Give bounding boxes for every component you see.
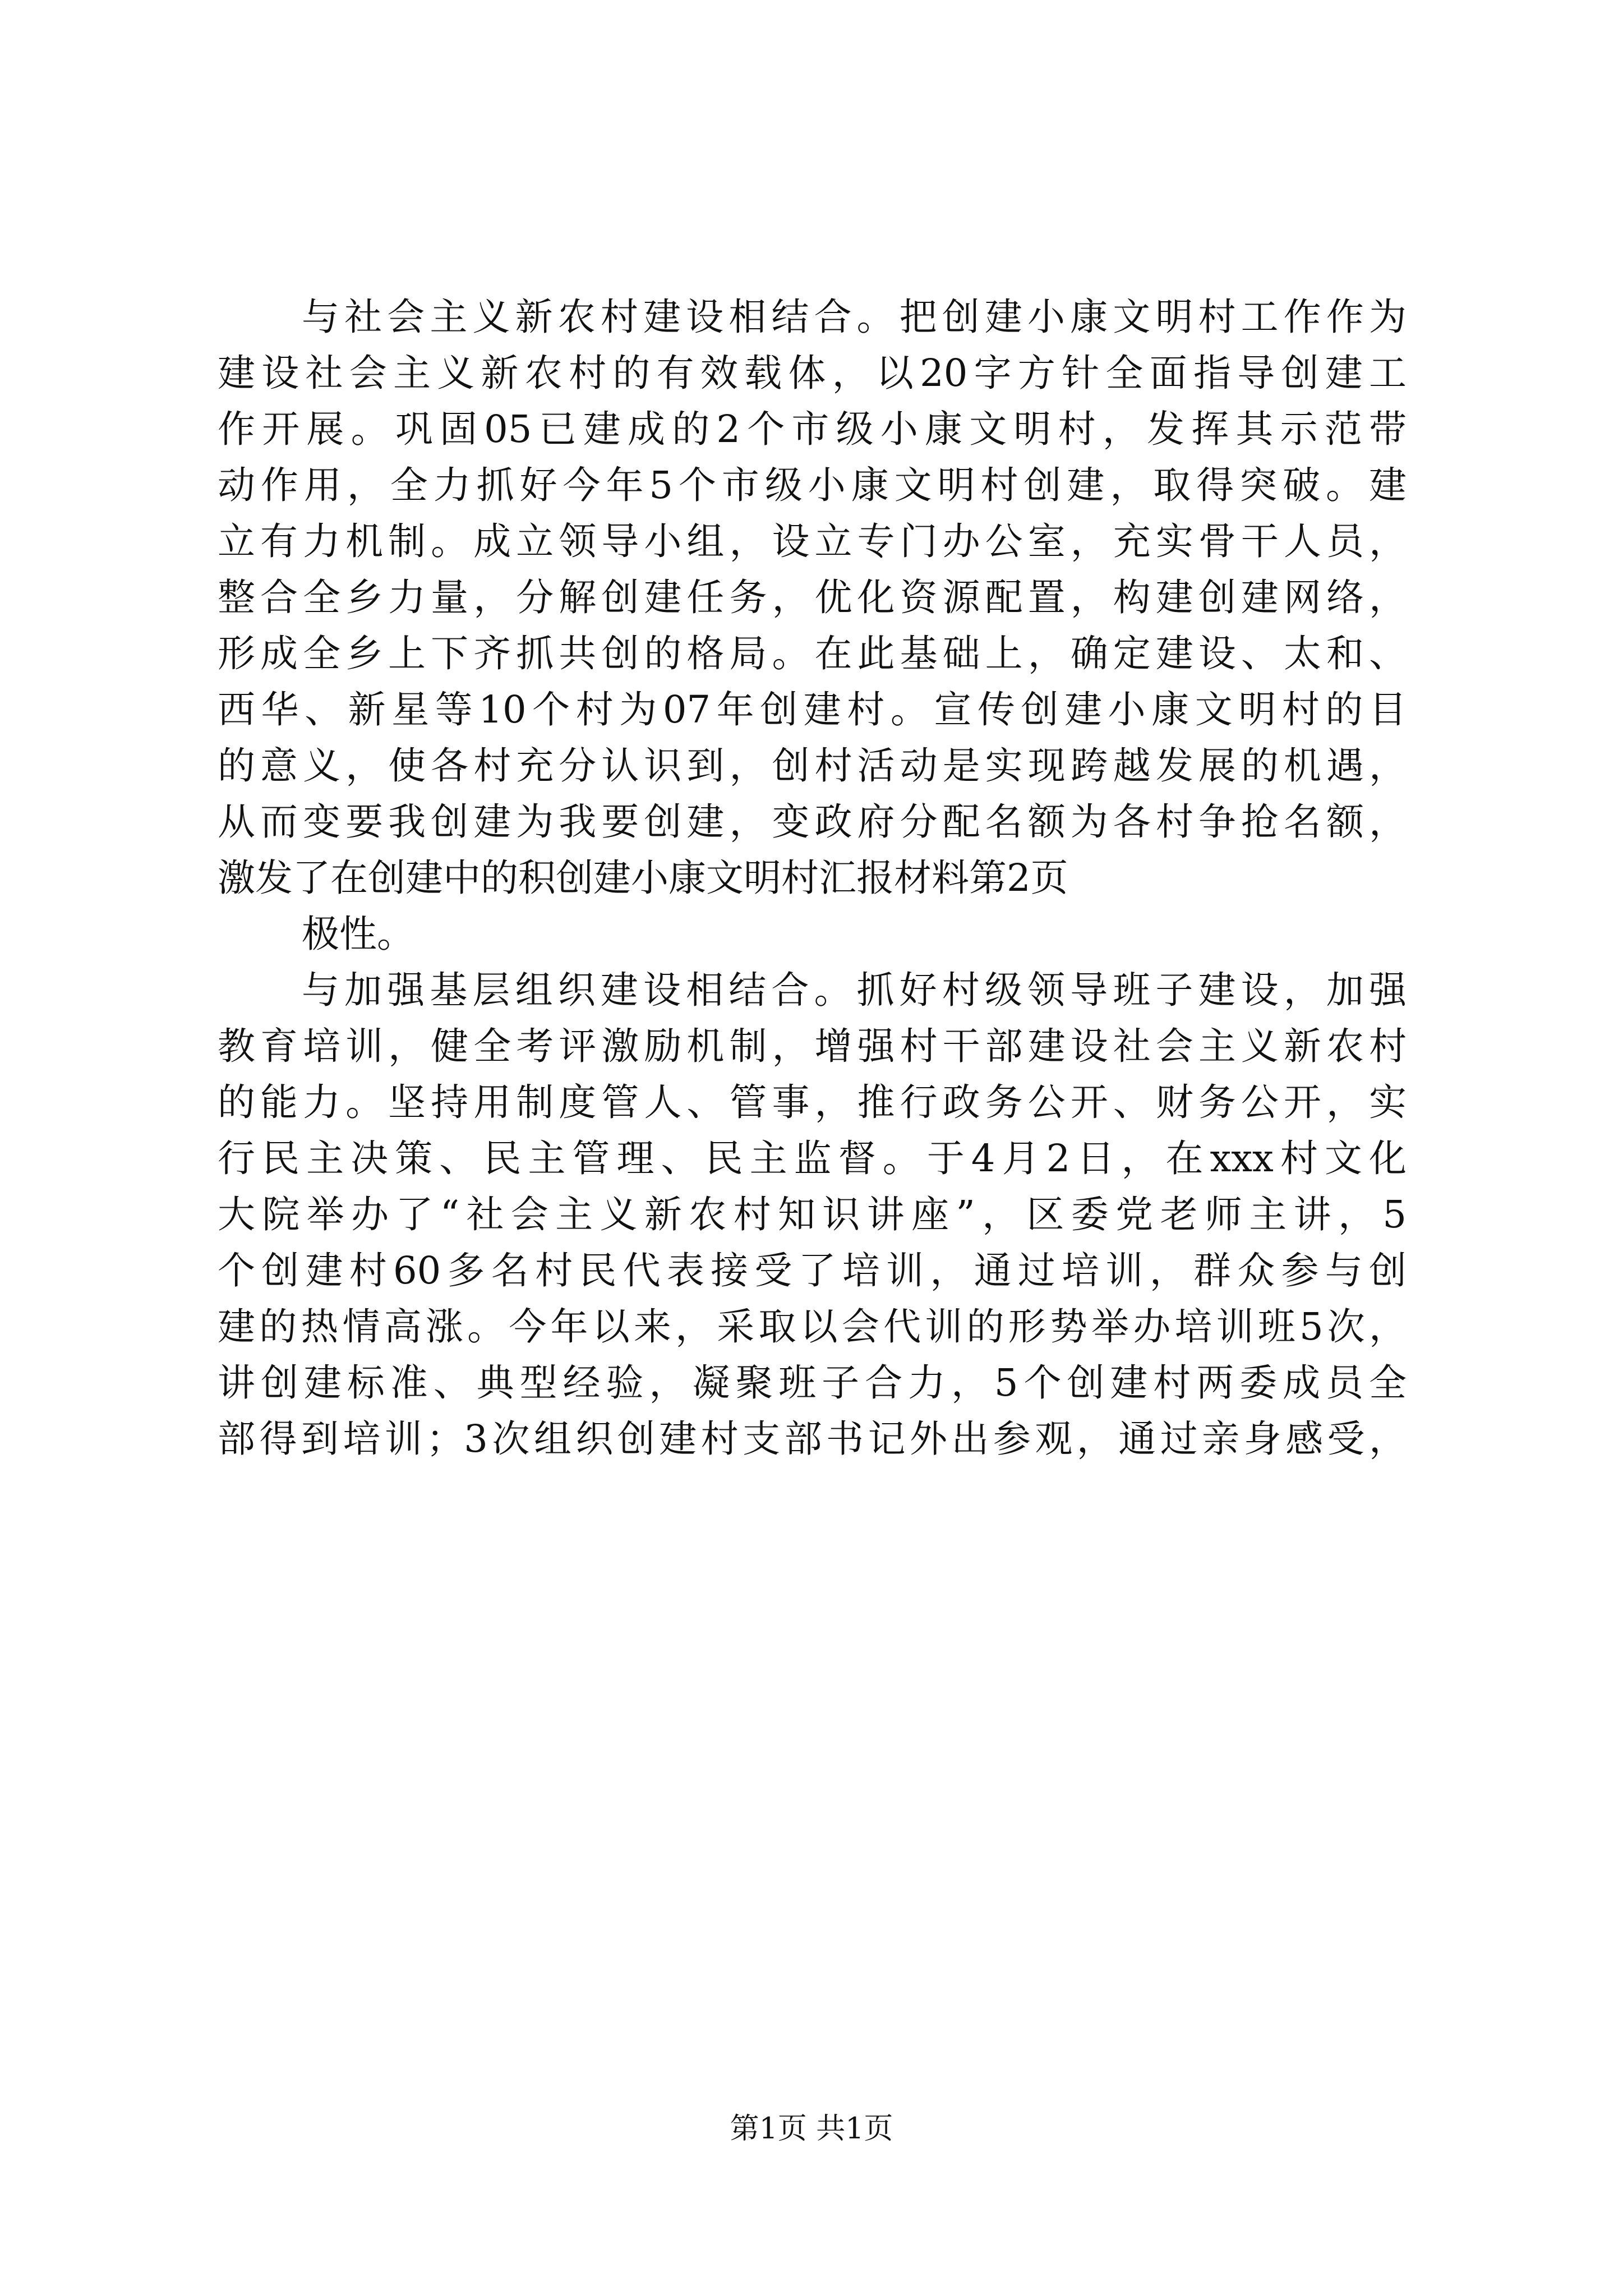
text-line: 建设社会主义新农村的有效载体，以20字方针全面指导创建工 [218,351,1407,395]
text-line: 整合全乡力量，分解创建任务，优化资源配置，构建创建网络， [218,576,1407,619]
text-line: 的意义，使各村充分认识到，创村活动是实现跨越发展的机遇， [218,744,1407,788]
text-line: 的能力。坚持用制度管人、管事，推行政务公开、财务公开，实 [218,1080,1407,1124]
text-line: 作开展。巩固05已建成的2个市级小康文明村，发挥其示范带 [218,407,1407,451]
text-line: 激发了在创建中的积创建小康文明村汇报材料第2页 [218,856,1068,900]
text-line: 与加强基层组织建设相结合。抓好村级领导班子建设，加强 [302,968,1407,1012]
text-line: 西华、新星等10个村为07年创建村。宣传创建小康文明村的目 [218,688,1407,731]
text-line: 教育培训，健全考评激励机制，增强村干部建设社会主义新农村 [218,1024,1407,1068]
document-body [218,289,1407,1467]
text-line: 形成全乡上下齐抓共创的格局。在此基础上，确定建设、太和、 [218,632,1407,675]
text-line: 与社会主义新农村建设相结合。把创建小康文明村工作作为 [302,295,1407,339]
text-line: 建的热情高涨。今年以来，采取以会代训的形势举办培训班5次， [218,1305,1407,1349]
text-line: 行民主决策、民主管理、民主监督。于4月2日，在xxx村文化 [218,1137,1407,1180]
text-line: 讲创建标准、典型经验，凝聚班子合力，5个创建村两委成员全 [218,1361,1407,1405]
page-footer: 第1页 共1页 [730,2112,893,2146]
text-line: 大院举办了“社会主义新农村知识讲座”，区委党老师主讲，5 [218,1193,1407,1236]
text-line: 从而变要我创建为我要创建，变政府分配名额为各村争抢名额， [218,800,1407,844]
text-line: 个创建村60多名村民代表接受了培训，通过培训，群众参与创 [218,1249,1407,1292]
text-line: 立有力机制。成立领导小组，设立专门办公室，充实骨干人员， [218,519,1407,563]
text-line: 动作用，全力抓好今年5个市级小康文明村创建，取得突破。建 [218,463,1407,507]
text-line: 部得到培训；3次组织创建村支部书记外出参观，通过亲身感受， [218,1417,1407,1461]
text-line: 极性。 [302,912,414,956]
